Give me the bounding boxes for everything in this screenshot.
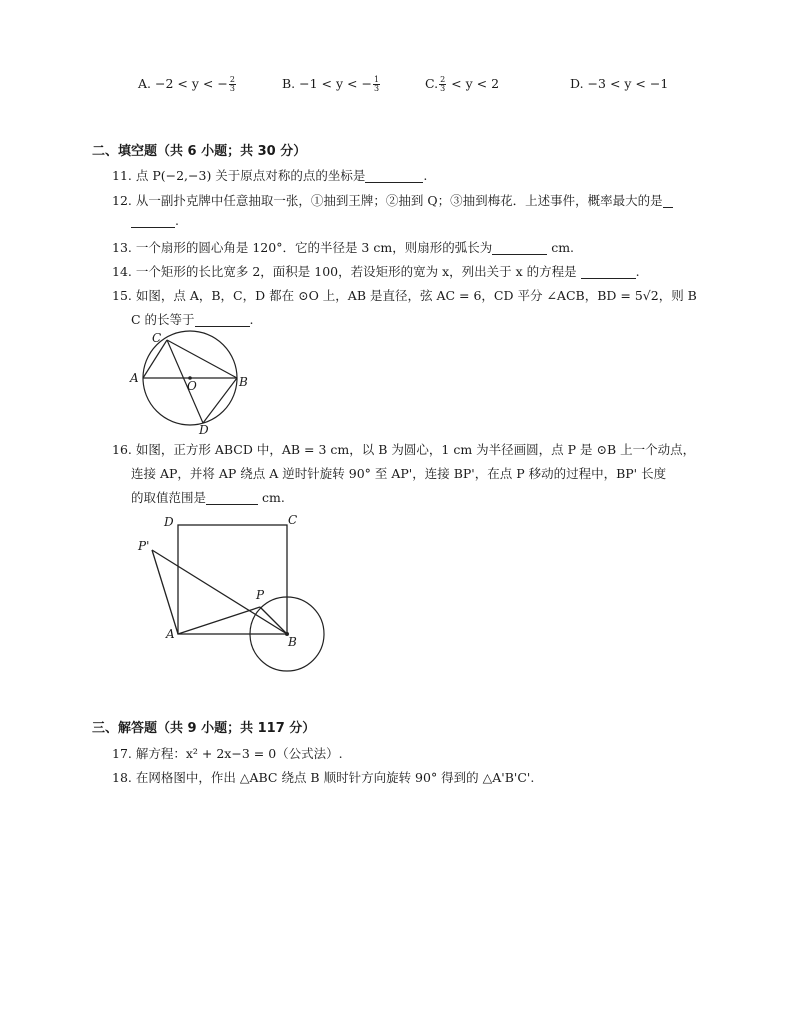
label-p: P	[256, 588, 265, 602]
answer-blank[interactable]	[131, 214, 175, 228]
question-number: 18.	[112, 770, 132, 785]
question-16-line2	[131, 464, 666, 482]
question-text: 如图，点 A，B，C，D 都在 ⊙O 上，AB 是直径，弦 AC = 6，CD 平分 ∠ACB，BD = 5√2，则 B	[135, 288, 697, 303]
question-text: 在网格图中，作出 △ABC 绕点 B 顺时针方向旋转 90° 得到的 △A'B'C'.	[135, 770, 535, 785]
question-15	[112, 286, 697, 304]
label-d: D	[164, 515, 174, 529]
question-number: 15.	[112, 288, 132, 303]
option-a-label: A.	[138, 76, 152, 91]
chord-bc	[167, 340, 237, 378]
answer-blank[interactable]	[206, 491, 258, 505]
figure-15-circle-diagram	[125, 326, 255, 436]
question-text-end: cm.	[547, 240, 575, 255]
question-text-end: .	[635, 264, 640, 279]
question-12	[112, 191, 673, 209]
option-c-text: < y < 2	[447, 76, 500, 91]
answer-blank[interactable]	[492, 241, 547, 255]
option-a-fraction	[229, 76, 236, 93]
option-b-fraction	[373, 76, 380, 93]
option-b-label: B.	[282, 76, 296, 91]
question-text-end: .	[249, 312, 254, 327]
answer-blank[interactable]	[365, 169, 423, 183]
option-c	[425, 76, 499, 93]
question-13	[112, 238, 574, 256]
option-d	[570, 76, 668, 91]
option-b	[282, 76, 381, 93]
label-a: A	[130, 371, 139, 385]
question-text: 如图，正方形 ABCD 中，AB = 3 cm，以 B 为圆心，1 cm 为半径画圆，点 P 是 ⊙B 上一个动点，	[135, 442, 696, 457]
section-2-title: 二、填空题（共 6 小题；共 30 分）	[92, 144, 307, 159]
question-number: 13.	[112, 240, 132, 255]
segment-ap	[178, 607, 260, 634]
option-c-label: C.	[425, 76, 439, 91]
option-b-denominator: 3	[373, 84, 380, 93]
option-a-text: −2 < y < −	[155, 76, 228, 91]
answer-blank[interactable]	[581, 265, 636, 279]
label-c: C	[152, 331, 162, 345]
segment-ap-prime	[152, 550, 178, 634]
chord-cd	[167, 340, 203, 423]
option-c-numerator: 2	[440, 75, 446, 84]
question-14	[112, 262, 640, 280]
question-12-line2	[131, 213, 179, 228]
label-a: A	[166, 627, 175, 641]
question-text: 解方程：x² + 2x−3 = 0（公式法）.	[135, 746, 343, 761]
question-text: 从一副扑克牌中任意抽取一张，①抽到王牌；②抽到 Q；③抽到梅花．上述事件，概率最大的是	[135, 193, 663, 208]
option-c-fraction	[439, 76, 446, 93]
question-text: 一个矩形的长比宽多 2，面积是 100，若设矩形的宽为 x，列出关于 x 的方程是	[135, 264, 577, 279]
question-text-end: cm.	[258, 490, 285, 505]
option-d-text: −3 < y < −1	[587, 76, 669, 91]
question-16-line3	[131, 488, 285, 506]
label-b: B	[239, 375, 248, 389]
label-b: B	[288, 635, 297, 649]
question-16	[112, 440, 695, 458]
question-number: 14.	[112, 264, 132, 279]
segment-bp-prime	[152, 550, 287, 634]
figure-16-square-diagram	[130, 510, 340, 680]
option-a-numerator: 2	[229, 75, 235, 84]
option-b-numerator: 1	[373, 75, 380, 84]
option-a-denominator: 3	[229, 84, 235, 93]
label-c: C	[288, 513, 298, 527]
answer-blank-start[interactable]	[663, 194, 673, 208]
question-number: 12.	[112, 193, 132, 208]
question-number: 11.	[112, 168, 132, 183]
label-o: O	[187, 379, 197, 393]
question-text: 点 P(−2,−3) 关于原点对称的点的坐标是	[135, 168, 366, 183]
question-text-end: .	[175, 213, 179, 228]
question-text: C 的长等于	[131, 312, 195, 327]
option-b-text: −1 < y < −	[299, 76, 372, 91]
option-c-denominator: 3	[440, 84, 446, 93]
question-number: 16.	[112, 442, 132, 457]
label-d: D	[199, 423, 209, 436]
option-a	[138, 76, 237, 93]
question-number: 17.	[112, 746, 132, 761]
label-p-prime: P'	[138, 539, 150, 553]
answer-blank[interactable]	[195, 313, 250, 327]
question-text: 一个扇形的圆心角是 120°．它的半径是 3 cm，则扇形的弧长为	[135, 240, 493, 255]
section-3-title: 三、解答题（共 9 小题；共 117 分）	[92, 721, 316, 736]
question-text-end: .	[423, 168, 428, 183]
question-18	[112, 768, 534, 786]
question-17	[112, 744, 343, 762]
question-text: 连接 AP，并将 AP 绕点 A 逆时针旋转 90° 至 AP'，连接 BP'，在点 P 移动的过程中，BP' 长度	[131, 466, 667, 481]
segment-pb	[260, 607, 287, 634]
option-d-label: D.	[570, 76, 584, 91]
question-11	[112, 166, 427, 184]
question-text: 的取值范围是	[131, 490, 207, 505]
